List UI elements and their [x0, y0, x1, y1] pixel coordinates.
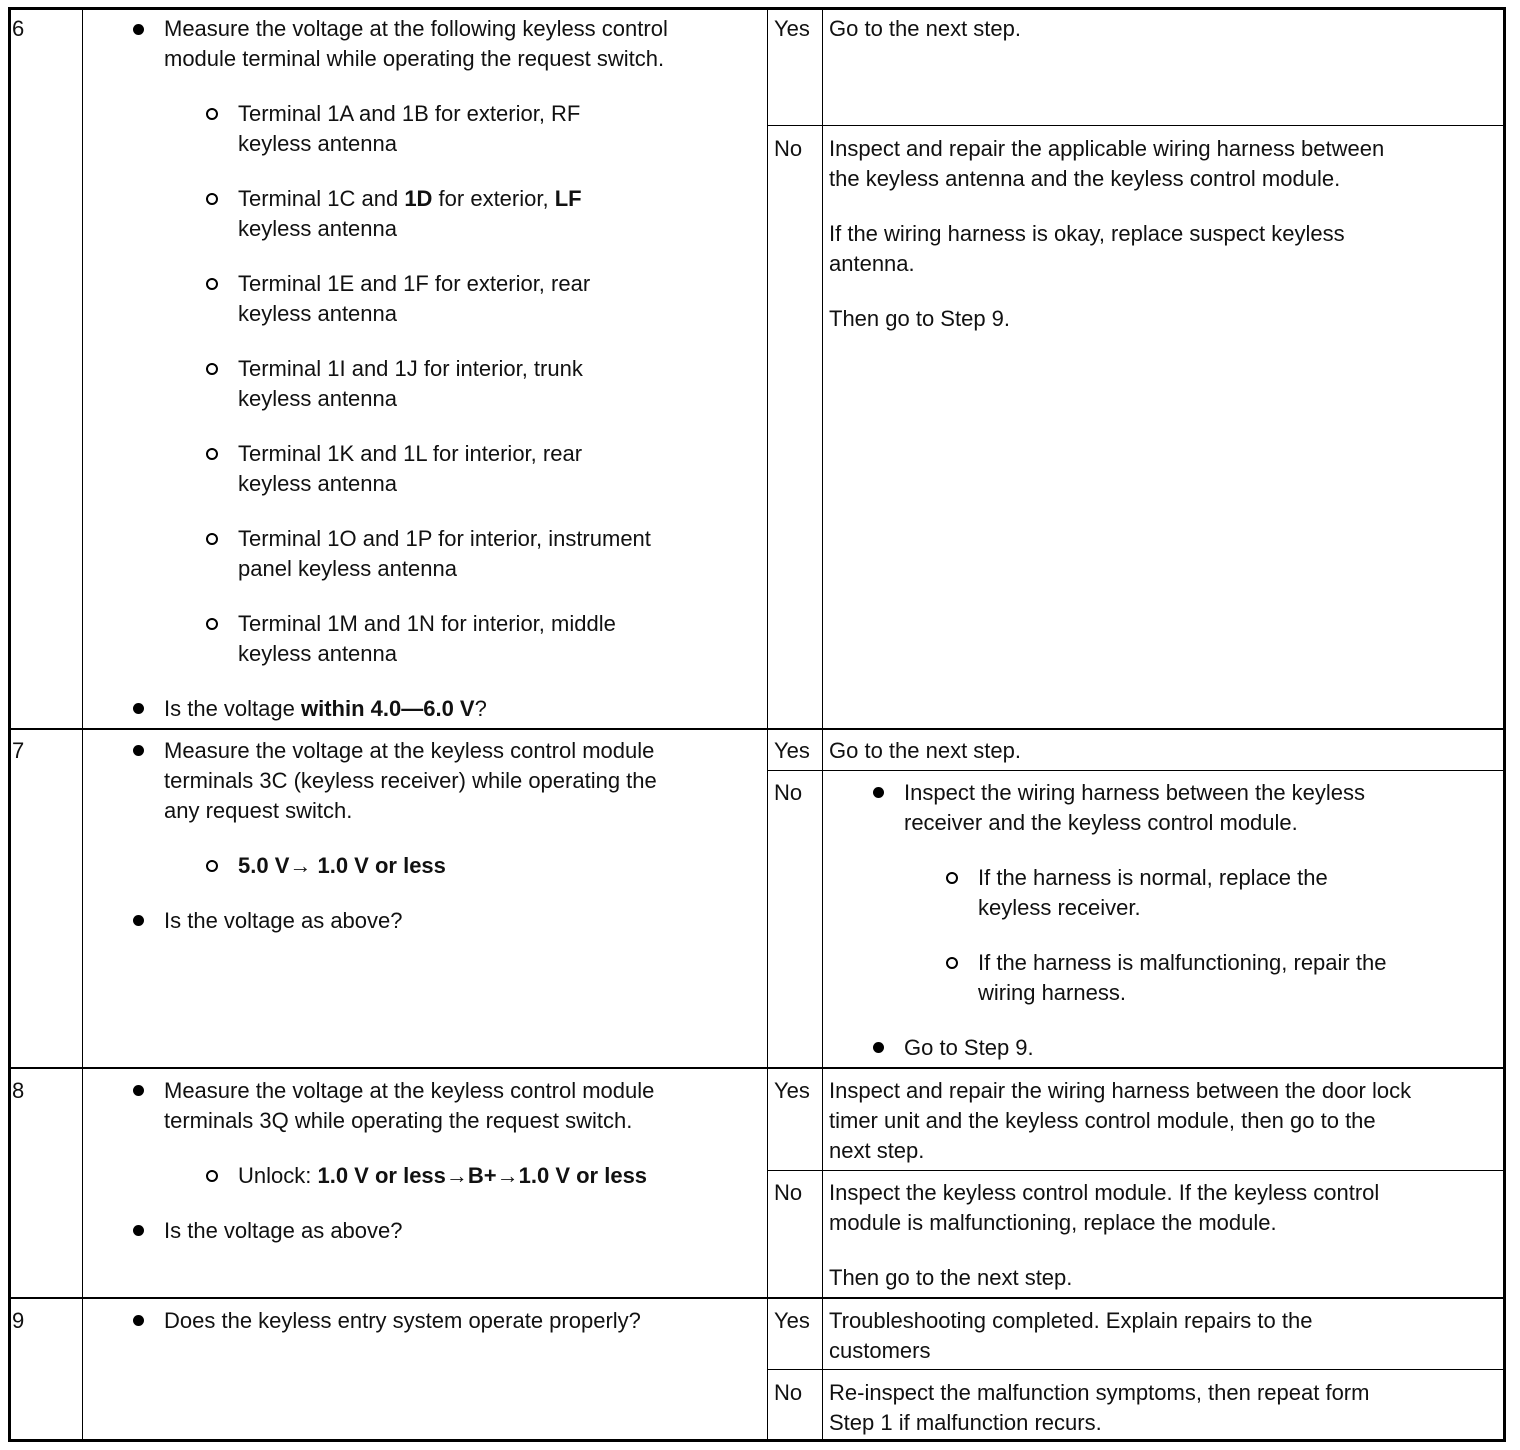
check-subitem: Terminal 1K and 1L for interior, rear [238, 441, 583, 466]
check-subitem: Terminal 1A and 1B for exterior, RF [238, 101, 581, 126]
divider-yes-no-6 [767, 125, 1505, 126]
check-subitem: 5.0 V→ 1.0 V or less [238, 853, 446, 878]
bullet-icon [873, 787, 884, 798]
bullet-icon [133, 1085, 144, 1096]
check-question: Is the voltage as above? [164, 1218, 403, 1243]
no-action: the keyless antenna and the keyless control module. [829, 166, 1341, 191]
check-subitem: keyless antenna [238, 131, 397, 156]
divider-row-6-7 [9, 728, 1505, 730]
bullet-icon [133, 703, 144, 714]
check-subitem: keyless antenna [238, 471, 397, 496]
yes-action: timer unit and the keyless control module, then go to the [829, 1108, 1376, 1133]
no-action: wiring harness. [978, 980, 1126, 1005]
no-label: No [774, 1180, 803, 1205]
no-action: Inspect the wiring harness between the keyless [904, 780, 1366, 805]
bullet-icon [133, 745, 144, 756]
check-text: Measure the voltage at the keyless control module [164, 1078, 655, 1103]
no-action: keyless receiver. [978, 895, 1141, 920]
no-action: Then go to the next step. [829, 1265, 1073, 1290]
circle-bullet-icon [206, 533, 218, 545]
check-subitem: keyless antenna [238, 641, 397, 666]
check-subitem: panel keyless antenna [238, 556, 457, 581]
no-action: If the harness is normal, replace the [978, 865, 1328, 890]
yes-label: Yes [774, 16, 810, 41]
check-text: module terminal while operating the request switch. [164, 46, 665, 71]
yes-label: Yes [774, 738, 810, 763]
no-action: receiver and the keyless control module. [904, 810, 1298, 835]
check-text: terminals 3C (keyless receiver) while operating the [164, 768, 657, 793]
yes-label: Yes [774, 1078, 810, 1103]
step-number: 7 [12, 738, 25, 763]
bullet-icon [133, 915, 144, 926]
yes-action: Go to the next step. [829, 738, 1022, 763]
circle-bullet-icon [206, 1170, 218, 1182]
yes-action: Inspect and repair the wiring harness between the door lock [829, 1078, 1412, 1103]
bullet-icon [133, 24, 144, 35]
no-action: Inspect and repair the applicable wiring harness between [829, 136, 1385, 161]
no-label: No [774, 136, 803, 161]
circle-bullet-icon [206, 278, 218, 290]
no-action: Then go to Step 9. [829, 306, 1011, 331]
step-number: 9 [12, 1308, 25, 1333]
no-label: No [774, 1380, 803, 1405]
no-label: No [774, 780, 803, 805]
no-action: Inspect the keyless control module. If the keyless control [829, 1180, 1380, 1205]
check-text: terminals 3Q while operating the request switch. [164, 1108, 633, 1133]
divider-row-7-8 [9, 1067, 1505, 1069]
no-action: Re-inspect the malfunction symptoms, then repeat form [829, 1380, 1370, 1405]
yes-action: Troubleshooting completed. Explain repairs to the [829, 1308, 1313, 1333]
check-subitem: Terminal 1E and 1F for exterior, rear [238, 271, 591, 296]
check-subitem: Terminal 1C and 1D for exterior, LF [238, 186, 582, 211]
circle-bullet-icon [946, 957, 958, 969]
check-subitem: Unlock: 1.0 V or less→B+→1.0 V or less [238, 1163, 648, 1188]
yes-action: customers [829, 1338, 931, 1363]
step-number: 6 [12, 16, 25, 41]
yes-action: Go to the next step. [829, 16, 1022, 41]
bullet-icon [133, 1225, 144, 1236]
no-action: Step 1 if malfunction recurs. [829, 1410, 1102, 1435]
divider-result-col [822, 9, 823, 1441]
divider-check-col [767, 9, 768, 1441]
check-text: any request switch. [164, 798, 353, 823]
divider-row-8-9 [9, 1297, 1505, 1299]
yes-action: next step. [829, 1138, 925, 1163]
no-action: Go to Step 9. [904, 1035, 1034, 1060]
check-subitem: keyless antenna [238, 216, 397, 241]
step-number: 8 [12, 1078, 25, 1103]
divider-step-col [82, 9, 83, 1441]
circle-bullet-icon [206, 618, 218, 630]
bullet-icon [133, 1315, 144, 1326]
circle-bullet-icon [206, 448, 218, 460]
circle-bullet-icon [946, 872, 958, 884]
divider-yes-no-9 [767, 1369, 1505, 1370]
no-action: module is malfunctioning, replace the module. [829, 1210, 1277, 1235]
no-action: If the wiring harness is okay, replace suspect keyless [829, 221, 1345, 246]
bullet-icon [873, 1042, 884, 1053]
circle-bullet-icon [206, 108, 218, 120]
check-text: Measure the voltage at the following keyless control [164, 16, 668, 41]
check-question: Does the keyless entry system operate properly? [164, 1308, 641, 1333]
circle-bullet-icon [206, 860, 218, 872]
divider-yes-no-8 [767, 1170, 1505, 1171]
circle-bullet-icon [206, 363, 218, 375]
check-subitem: Terminal 1M and 1N for interior, middle [238, 611, 616, 636]
check-text: Measure the voltage at the keyless control module [164, 738, 655, 763]
check-subitem: Terminal 1O and 1P for interior, instrument [238, 526, 651, 551]
check-question: Is the voltage within 4.0—6.0 V? [164, 696, 487, 721]
check-subitem: keyless antenna [238, 301, 397, 326]
no-action: If the harness is malfunctioning, repair the [978, 950, 1387, 975]
circle-bullet-icon [206, 193, 218, 205]
check-subitem: keyless antenna [238, 386, 397, 411]
divider-yes-no-7 [767, 770, 1505, 771]
check-question: Is the voltage as above? [164, 908, 403, 933]
check-subitem: Terminal 1I and 1J for interior, trunk [238, 356, 583, 381]
yes-label: Yes [774, 1308, 810, 1333]
no-action: antenna. [829, 251, 915, 276]
